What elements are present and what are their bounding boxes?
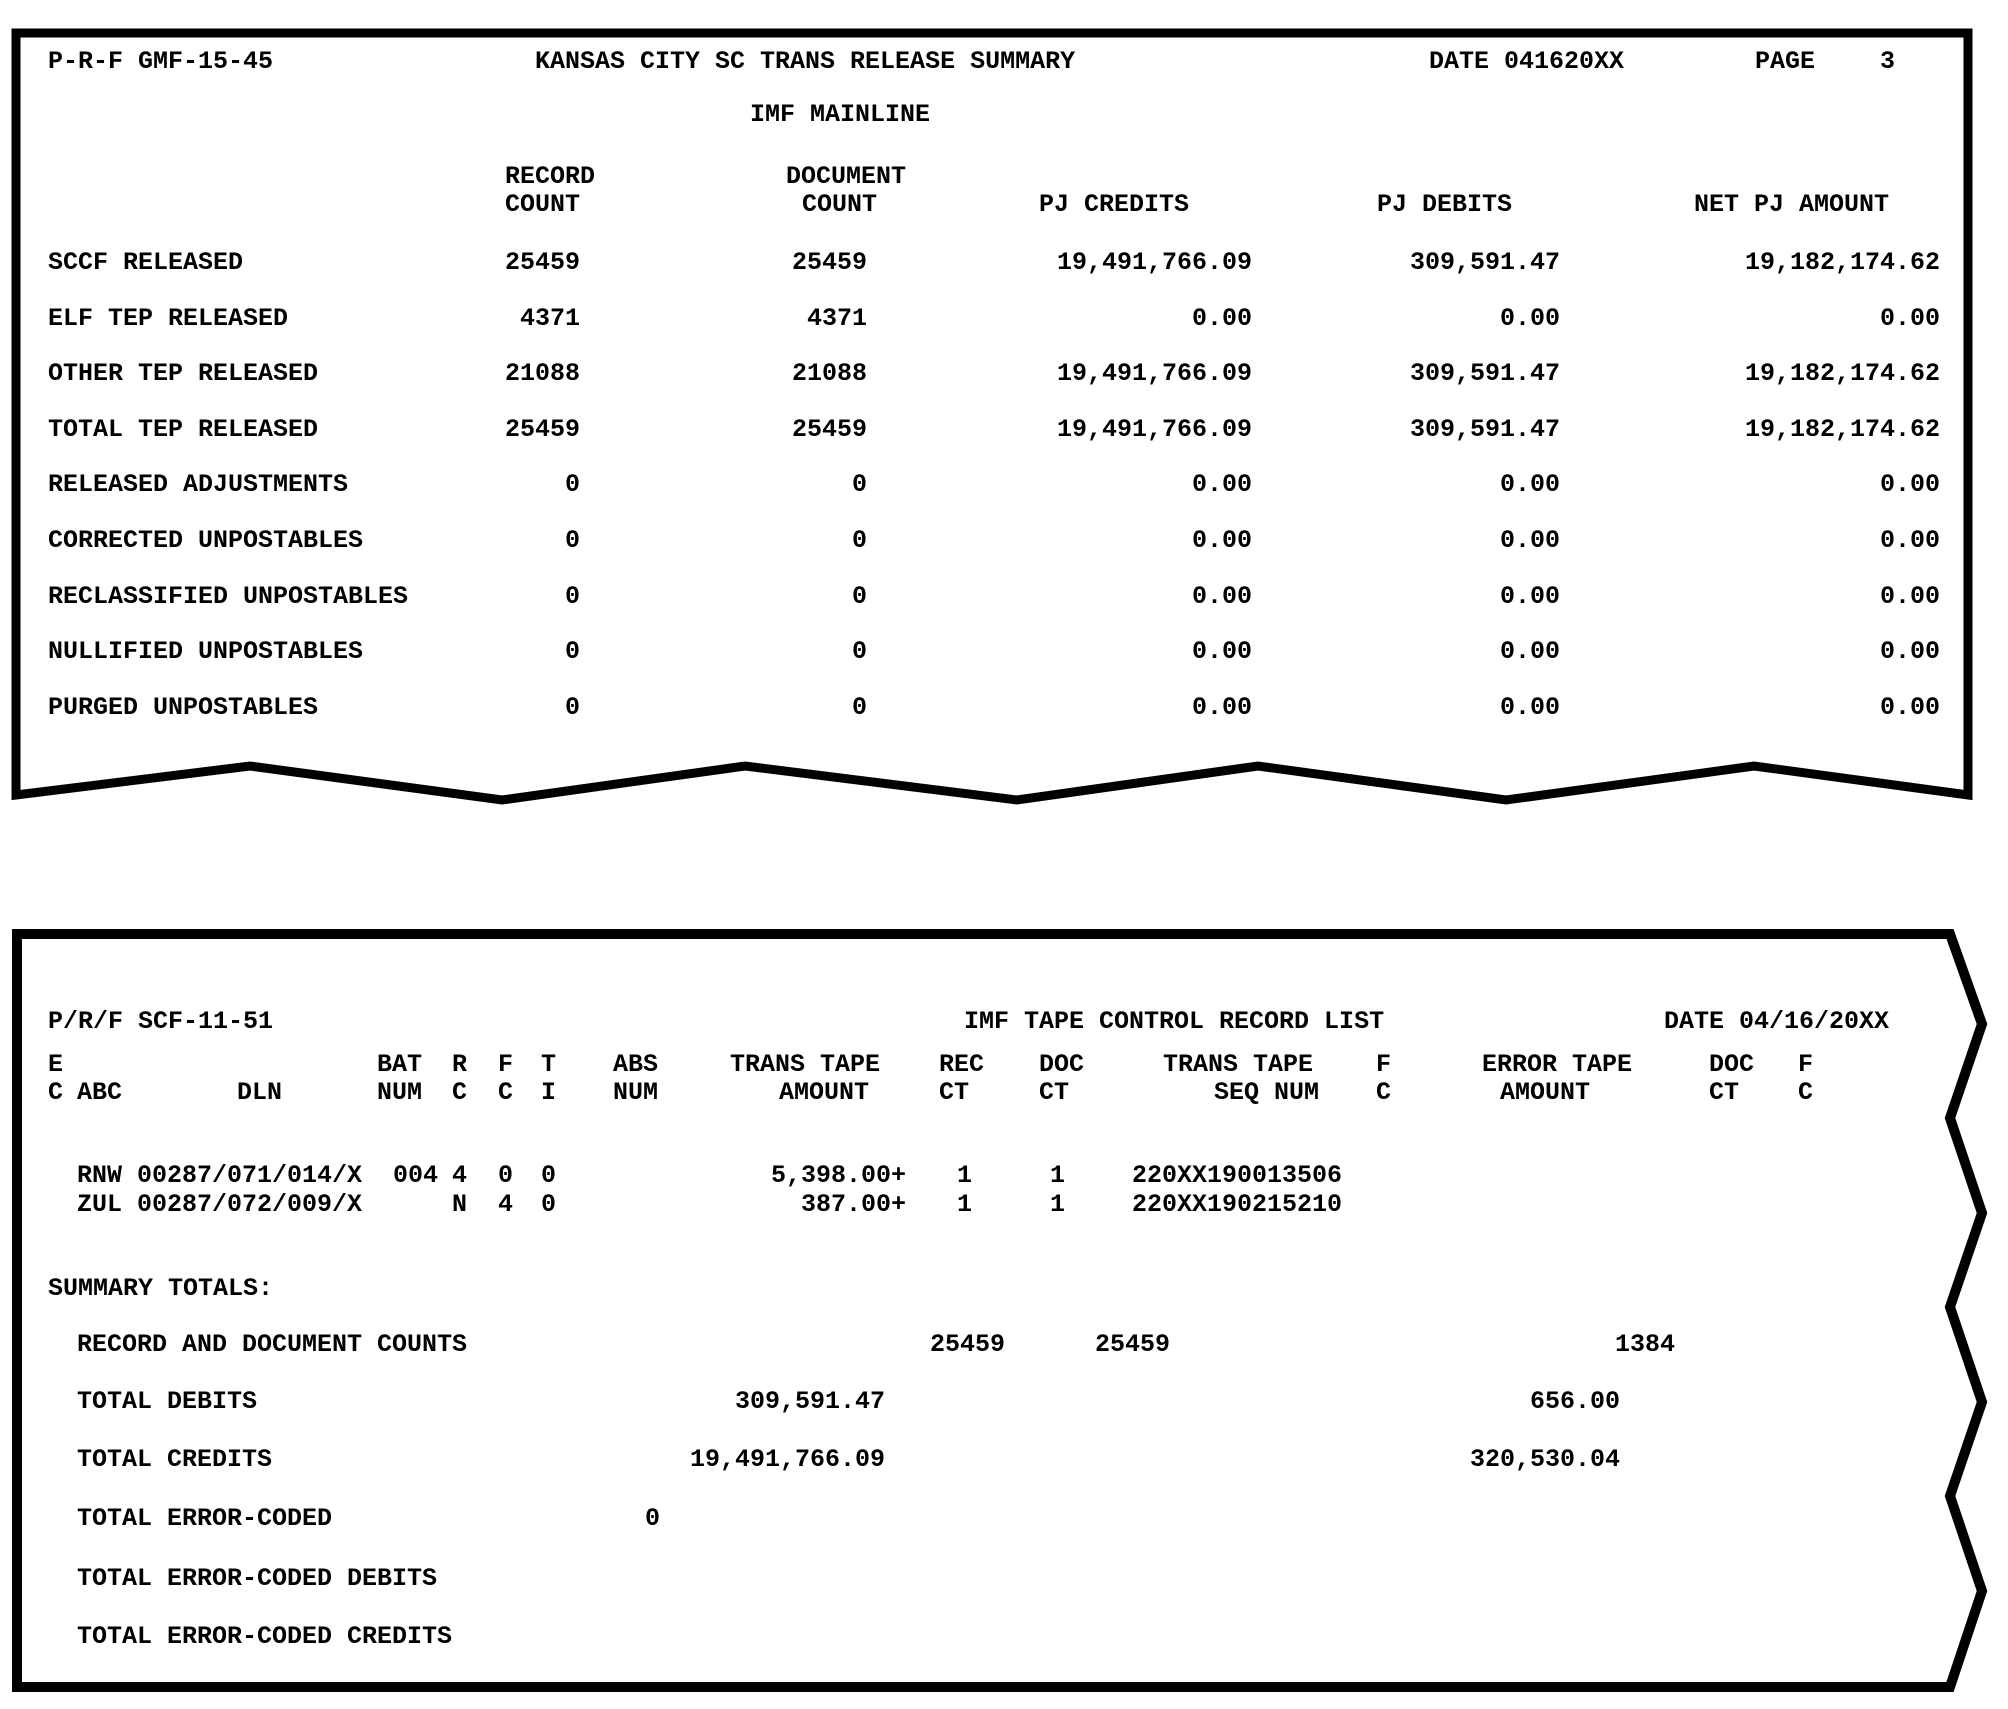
document-count: 0 xyxy=(851,637,867,666)
col-record-l1: RECORD xyxy=(505,162,596,191)
document-count: 21088 xyxy=(791,359,867,388)
report1-header-line2 xyxy=(0,192,2008,219)
record-count: 0 xyxy=(564,470,580,499)
report2-title: IMF TAPE CONTROL RECORD LIST xyxy=(964,1007,1385,1036)
pj-credits: 0.00 xyxy=(1191,304,1252,333)
col-doc2-l2: CT xyxy=(1709,1078,1740,1107)
document-count: 0 xyxy=(851,526,867,555)
summary-amount: 309,591.47 xyxy=(734,1387,885,1416)
report2-header-line2 xyxy=(0,1080,2008,1107)
col-rec-l2: CT xyxy=(939,1078,970,1107)
pj-credits: 19,491,766.09 xyxy=(1056,359,1252,388)
col-rec-l1: REC xyxy=(939,1050,985,1079)
col-record-l2: COUNT xyxy=(505,190,581,219)
record-count: 0 xyxy=(564,526,580,555)
row-label: ELF TEP RELEASED xyxy=(48,304,289,333)
record-count: 0 xyxy=(564,582,580,611)
col-rc-l2: C xyxy=(452,1078,468,1107)
net-pj-amount: 19,182,174.62 xyxy=(1744,248,1940,277)
col-ti-l2: I xyxy=(541,1078,557,1107)
pj-credits: 0.00 xyxy=(1191,526,1252,555)
table-row xyxy=(0,528,2008,555)
pj-credits: 0.00 xyxy=(1191,582,1252,611)
record-count: 25459 xyxy=(504,248,580,277)
net-pj-amount: 0.00 xyxy=(1879,637,1940,666)
summary-label: TOTAL ERROR-CODED xyxy=(77,1504,333,1533)
net-pj-amount: 0.00 xyxy=(1879,304,1940,333)
row-label: TOTAL TEP RELEASED xyxy=(48,415,319,444)
table-row xyxy=(0,417,2008,444)
pj-debits: 0.00 xyxy=(1499,470,1560,499)
row-label: RELEASED ADJUSTMENTS xyxy=(48,470,349,499)
table-row xyxy=(0,250,2008,277)
document-count: 0 xyxy=(851,582,867,611)
summary-label: TOTAL ERROR-CODED CREDITS xyxy=(77,1622,453,1651)
report1-prf: P-R-F GMF-15-45 xyxy=(48,47,274,76)
summary-row xyxy=(0,1447,2008,1474)
trans-tape-seq-num: 220XX190013506 xyxy=(1132,1161,1343,1190)
pj-credits: 0.00 xyxy=(1191,637,1252,666)
col-bat-l2: NUM xyxy=(377,1078,423,1107)
pj-debits: 0.00 xyxy=(1499,526,1560,555)
summary-row xyxy=(0,1624,2008,1651)
summary-label: TOTAL DEBITS xyxy=(77,1387,258,1416)
col-pj-debits: PJ DEBITS xyxy=(1377,190,1513,219)
rec-ct: 1 xyxy=(956,1161,972,1190)
col-fc2-l1: F xyxy=(1376,1050,1392,1079)
pj-credits: 0.00 xyxy=(1191,693,1252,722)
summary-doc-ct: 25459 xyxy=(1094,1330,1170,1359)
col-abc: ABC xyxy=(77,1078,123,1107)
table-row xyxy=(0,306,2008,333)
record-count: 0 xyxy=(564,693,580,722)
col-error-tape-l2: AMOUNT xyxy=(1500,1078,1591,1107)
col-net-pj-amount: NET PJ AMOUNT xyxy=(1694,190,1890,219)
pj-debits: 0.00 xyxy=(1499,637,1560,666)
col-seq-l2: SEQ NUM xyxy=(1214,1078,1320,1107)
report1-date: DATE 041620XX xyxy=(1429,47,1625,76)
report2-date: DATE 04/16/20XX xyxy=(1664,1007,1890,1036)
col-pj-credits: PJ CREDITS xyxy=(1039,190,1190,219)
report2-header-line1 xyxy=(0,1052,2008,1079)
summary-amount: 19,491,766.09 xyxy=(689,1445,885,1474)
report1-page-number: 3 xyxy=(1879,47,1895,76)
document-count: 25459 xyxy=(791,248,867,277)
summary-label: RECORD AND DOCUMENT COUNTS xyxy=(77,1330,468,1359)
report1-subtitle-row xyxy=(0,102,2008,129)
col-dln: DLN xyxy=(237,1078,283,1107)
col-ec-l2: C xyxy=(48,1078,64,1107)
summary-row xyxy=(0,1566,2008,1593)
report2-title-row xyxy=(0,1009,2008,1036)
fc-value: 4 xyxy=(498,1190,514,1219)
record-count: 25459 xyxy=(504,415,580,444)
col-doc-l2: CT xyxy=(1039,1078,1070,1107)
table-row xyxy=(0,361,2008,388)
rc-value: 4 xyxy=(452,1161,468,1190)
net-pj-amount: 0.00 xyxy=(1879,470,1940,499)
pj-debits: 0.00 xyxy=(1499,582,1560,611)
row-label: PURGED UNPOSTABLES xyxy=(48,693,319,722)
pj-credits: 19,491,766.09 xyxy=(1056,248,1252,277)
summary-row xyxy=(0,1389,2008,1416)
col-trans-tape-l1: TRANS TAPE xyxy=(730,1050,881,1079)
document-count: 0 xyxy=(851,693,867,722)
summary-count: 0 xyxy=(645,1504,661,1533)
col-abs-l1: ABS xyxy=(613,1050,659,1079)
table-row xyxy=(0,472,2008,499)
summary-row xyxy=(0,1332,2008,1359)
rec-ct: 1 xyxy=(956,1190,972,1219)
row-label: CORRECTED UNPOSTABLES xyxy=(48,526,364,555)
summary-heading-row xyxy=(0,1276,2008,1303)
col-ti-l1: T xyxy=(541,1050,557,1079)
dln-value: 00287/071/014/X xyxy=(137,1161,363,1190)
table-row xyxy=(0,584,2008,611)
fc-value: 0 xyxy=(498,1161,514,1190)
row-label: NULLIFIED UNPOSTABLES xyxy=(48,637,364,666)
table-row xyxy=(0,695,2008,722)
col-error-tape-l1: ERROR TAPE xyxy=(1482,1050,1633,1079)
col-abs-l2: NUM xyxy=(613,1078,659,1107)
summary-label: TOTAL ERROR-CODED DEBITS xyxy=(77,1564,438,1593)
trans-tape-amount: 5,398.00+ xyxy=(770,1161,906,1190)
col-fc-l1: F xyxy=(498,1050,514,1079)
tape-record-row xyxy=(0,1192,2008,1219)
col-seq-l1: TRANS TAPE xyxy=(1163,1050,1314,1079)
net-pj-amount: 0.00 xyxy=(1879,526,1940,555)
bat-num: 004 xyxy=(393,1161,439,1190)
col-document-l1: DOCUMENT xyxy=(786,162,907,191)
tape-record-row xyxy=(0,1163,2008,1190)
record-count: 21088 xyxy=(504,359,580,388)
col-rc-l1: R xyxy=(452,1050,468,1079)
document-count: 4371 xyxy=(806,304,867,333)
pj-debits: 0.00 xyxy=(1499,304,1560,333)
net-pj-amount: 19,182,174.62 xyxy=(1744,415,1940,444)
abc-code: RNW xyxy=(77,1161,123,1190)
col-fc3-l1: F xyxy=(1798,1050,1814,1079)
dln-value: 00287/072/009/X xyxy=(137,1190,363,1219)
col-trans-tape-l2: AMOUNT xyxy=(779,1078,870,1107)
row-label: SCCF RELEASED xyxy=(48,248,244,277)
row-label: RECLASSIFIED UNPOSTABLES xyxy=(48,582,409,611)
pj-debits: 309,591.47 xyxy=(1409,415,1560,444)
trans-tape-seq-num: 220XX190215210 xyxy=(1132,1190,1343,1219)
document-count: 0 xyxy=(851,470,867,499)
col-fc-l2: C xyxy=(498,1078,514,1107)
summary-error-amount: 656.00 xyxy=(1529,1387,1620,1416)
summary-error-doc-ct: 1384 xyxy=(1614,1330,1675,1359)
record-count: 4371 xyxy=(519,304,580,333)
pj-debits: 309,591.47 xyxy=(1409,359,1560,388)
doc-ct: 1 xyxy=(1049,1161,1065,1190)
ti-value: 0 xyxy=(541,1190,557,1219)
report1-page-label: PAGE xyxy=(1755,47,1816,76)
col-bat-l1: BAT xyxy=(377,1050,423,1079)
report1-title: KANSAS CITY SC TRANS RELEASE SUMMARY xyxy=(535,47,1076,76)
col-doc-l1: DOC xyxy=(1039,1050,1085,1079)
summary-row xyxy=(0,1506,2008,1533)
ti-value: 0 xyxy=(541,1161,557,1190)
col-fc3-l2: C xyxy=(1798,1078,1814,1107)
row-label: OTHER TEP RELEASED xyxy=(48,359,319,388)
summary-rec-ct: 25459 xyxy=(929,1330,1005,1359)
col-ec-l1: E xyxy=(48,1050,64,1079)
net-pj-amount: 19,182,174.62 xyxy=(1744,359,1940,388)
doc-ct: 1 xyxy=(1049,1190,1065,1219)
pj-credits: 0.00 xyxy=(1191,470,1252,499)
report1-header-line1 xyxy=(0,164,2008,191)
pj-debits: 0.00 xyxy=(1499,693,1560,722)
report1-subtitle: IMF MAINLINE xyxy=(750,100,931,129)
rc-value: N xyxy=(452,1190,468,1219)
col-document-l2: COUNT xyxy=(802,190,878,219)
summary-label: TOTAL CREDITS xyxy=(77,1445,273,1474)
report2-prf: P/R/F SCF-11-51 xyxy=(48,1007,274,1036)
abc-code: ZUL xyxy=(77,1190,123,1219)
net-pj-amount: 0.00 xyxy=(1879,582,1940,611)
document-count: 25459 xyxy=(791,415,867,444)
pj-debits: 309,591.47 xyxy=(1409,248,1560,277)
summary-heading: SUMMARY TOTALS: xyxy=(48,1274,274,1303)
net-pj-amount: 0.00 xyxy=(1879,693,1940,722)
trans-tape-amount: 387.00+ xyxy=(800,1190,906,1219)
report1-title-row xyxy=(0,49,2008,76)
col-doc2-l1: DOC xyxy=(1709,1050,1755,1079)
summary-error-amount: 320,530.04 xyxy=(1469,1445,1620,1474)
table-row xyxy=(0,639,2008,666)
pj-credits: 19,491,766.09 xyxy=(1056,415,1252,444)
col-fc2-l2: C xyxy=(1376,1078,1392,1107)
record-count: 0 xyxy=(564,637,580,666)
